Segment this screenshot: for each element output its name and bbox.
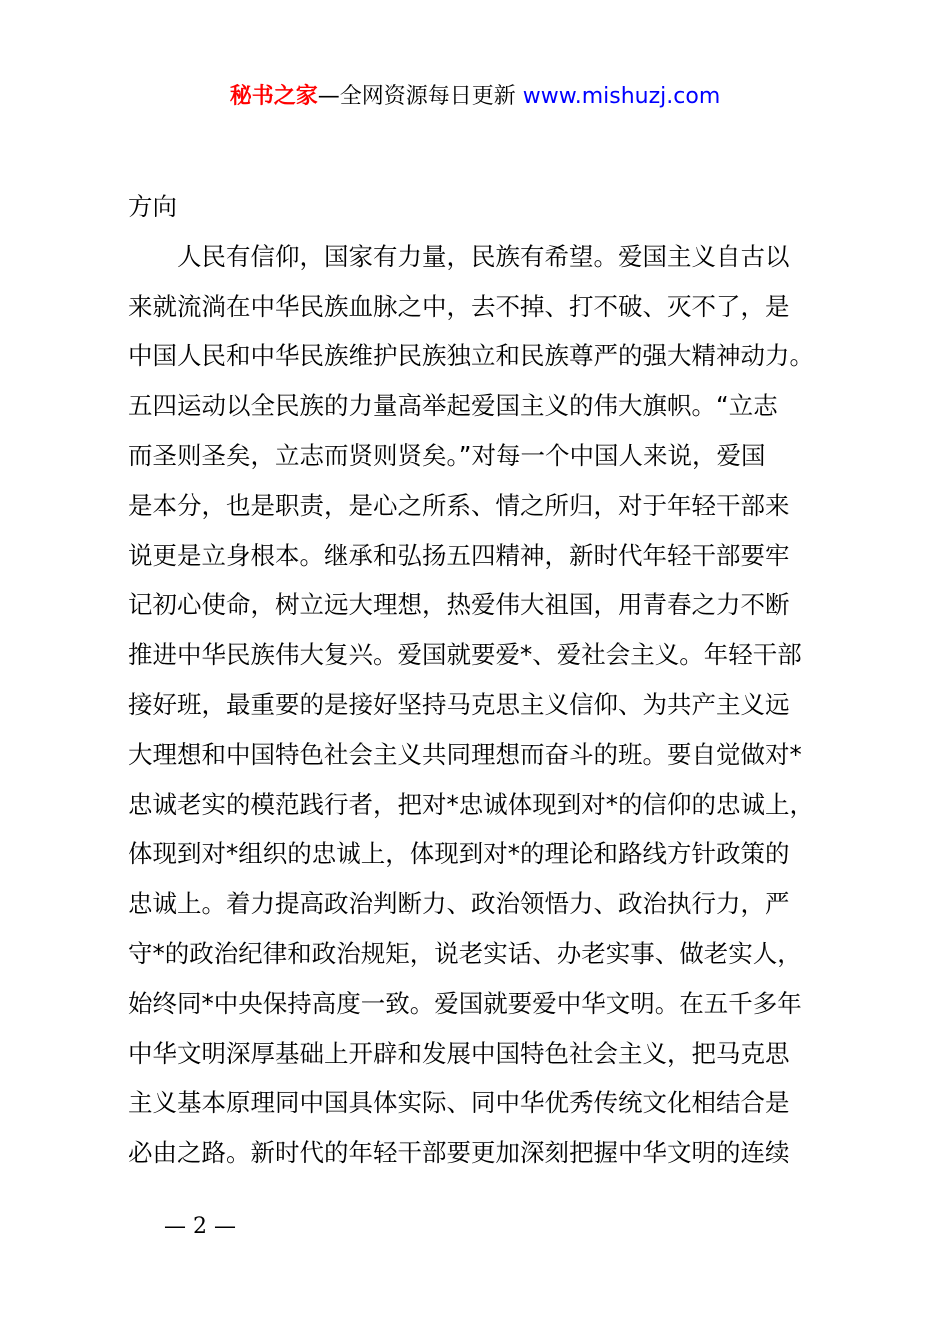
paragraph-first-line: 人民有信仰，国家有力量，民族有希望。爱国主义自古以 (177, 241, 790, 271)
text-line: 而圣则圣矣，立志而贤则贤矣。”对每一个中国人来说，爱国 (128, 440, 766, 470)
text-line: 中华文明深厚基础上开辟和发展中国特色社会主义，把马克思 (128, 1038, 790, 1068)
page-number: — 2 — (164, 1214, 236, 1239)
text-line: 忠诚老实的模范践行者，把对*忠诚体现到对*的信仰的忠诚上， (128, 789, 814, 819)
text-line: 记初心使命，树立远大理想，热爱伟大祖国，用青春之力不断 (128, 590, 790, 620)
text-line: 五四运动以全民族的力量高举起爱国主义的伟大旗帜。“立志 (128, 391, 778, 421)
site-header (0, 80, 950, 114)
text-line: 中国人民和中华民族维护民族独立和民族尊严的强大精神动力。 (128, 341, 814, 371)
text-line: 是本分，也是职责，是心之所系、情之所归，对于年轻干部来 (128, 490, 790, 520)
text-line: 推进中华民族伟大复兴。爱国就要爱*、爱社会主义。年轻干部 (128, 640, 802, 670)
text-line: 来就流淌在中华民族血脉之中，去不掉、打不破、灭不了，是 (128, 291, 790, 321)
text-line: 大理想和中国特色社会主义共同理想而奋斗的班。要自觉做对* (128, 739, 802, 769)
brand-name: 秘书之家 (229, 84, 318, 109)
site-url-link[interactable]: www.mishuzj.com (522, 84, 721, 109)
document-body (128, 182, 834, 1178)
text-line: 守*的政治纪律和政治规矩，说老实话、办老实事、做老实人， (128, 938, 802, 968)
text-line: 方向 (128, 192, 177, 221)
text-line: 始终同*中央保持高度一致。爱国就要爱中华文明。在五千多年 (128, 988, 802, 1018)
header-tagline: —全网资源每日更新 (317, 84, 523, 109)
text-line: 说更是立身根本。继承和弘扬五四精神，新时代年轻干部要牢 (128, 540, 790, 570)
text-line: 忠诚上。着力提高政治判断力、政治领悟力、政治执行力，严 (128, 889, 790, 919)
text-line: 主义基本原理同中国具体实际、同中华优秀传统文化相结合是 (128, 1088, 790, 1118)
text-line: 必由之路。新时代的年轻干部要更加深刻把握中华文明的连续 (128, 1138, 790, 1168)
text-line: 体现到对*组织的忠诚上，体现到对*的理论和路线方针政策的 (128, 839, 790, 869)
text-line: 接好班，最重要的是接好坚持马克思主义信仰、为共产主义远 (128, 689, 790, 719)
